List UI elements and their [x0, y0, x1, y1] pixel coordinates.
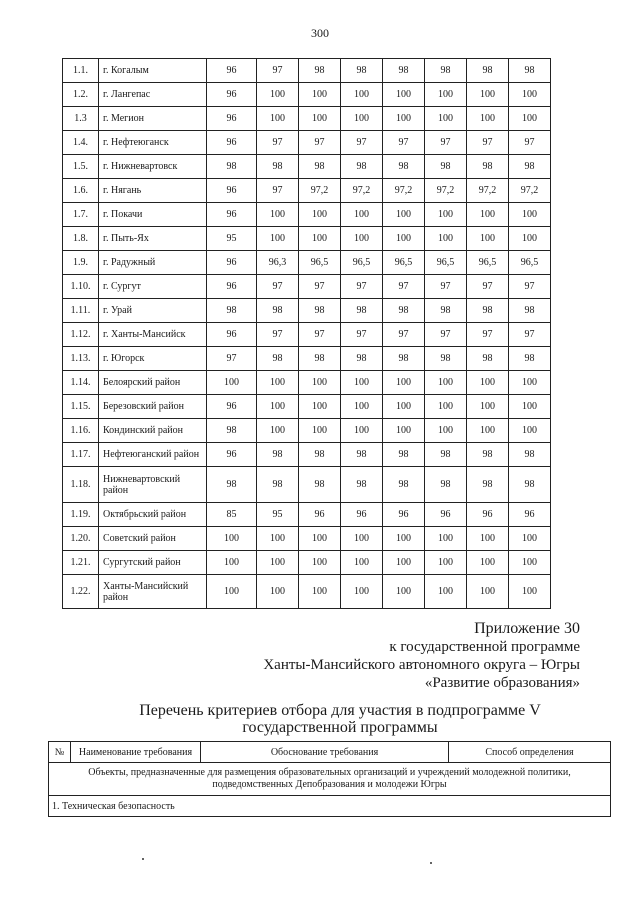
- row-value: 96: [207, 443, 257, 467]
- table-row: [63, 131, 593, 155]
- table-row: [63, 227, 593, 251]
- row-value: 100: [425, 527, 467, 551]
- row-value: 98: [257, 467, 299, 503]
- row-value: 96: [341, 503, 383, 527]
- row-number: 1.6.: [63, 179, 99, 203]
- row-value: 100: [383, 203, 425, 227]
- row-value: 98: [299, 347, 341, 371]
- row-name: Ханты-Мансийский район: [99, 575, 207, 609]
- row-number: 1.21.: [63, 551, 99, 575]
- row-value: 96: [207, 395, 257, 419]
- row-name: г. Урай: [99, 299, 207, 323]
- row-value: 100: [257, 575, 299, 609]
- row-value: 96: [207, 251, 257, 275]
- row-value: 100: [383, 371, 425, 395]
- row-number: 1.16.: [63, 419, 99, 443]
- row-value: 100: [425, 227, 467, 251]
- row-value: 100: [509, 371, 551, 395]
- row-value: 100: [509, 575, 551, 609]
- row-value: 100: [299, 527, 341, 551]
- row-value: 100: [383, 107, 425, 131]
- row-value: 100: [341, 371, 383, 395]
- row-value: 100: [467, 83, 509, 107]
- row-value: 97: [341, 131, 383, 155]
- row-value: 100: [257, 227, 299, 251]
- row-value: 96: [207, 83, 257, 107]
- row-value: 100: [299, 83, 341, 107]
- row-value: 100: [257, 371, 299, 395]
- row-value: 97: [467, 131, 509, 155]
- row-value: 100: [257, 527, 299, 551]
- row-value: 98: [425, 443, 467, 467]
- page-number: 300: [311, 26, 329, 40]
- row-value: 100: [383, 395, 425, 419]
- row-value: 100: [383, 575, 425, 609]
- row-value: 97,2: [341, 179, 383, 203]
- row-number: 1.15.: [63, 395, 99, 419]
- table-row: [63, 503, 593, 527]
- row-value: 96: [207, 203, 257, 227]
- row-number: 1.17.: [63, 443, 99, 467]
- row-value: 98: [299, 155, 341, 179]
- row-value: 100: [341, 107, 383, 131]
- row-value: 97: [257, 275, 299, 299]
- row-value: 100: [207, 527, 257, 551]
- row-value: 100: [341, 527, 383, 551]
- row-value: 100: [467, 371, 509, 395]
- row-value: 98: [207, 467, 257, 503]
- row-value: 100: [425, 419, 467, 443]
- row-value: 97: [509, 275, 551, 299]
- row-value: 97: [509, 323, 551, 347]
- row-value: 100: [257, 203, 299, 227]
- table-row: [63, 323, 593, 347]
- criteria-table: [48, 741, 611, 817]
- row-value: 97: [299, 323, 341, 347]
- row-value: 100: [509, 527, 551, 551]
- criteria-header-method: Способ определения: [449, 742, 611, 763]
- table-row: [63, 551, 593, 575]
- row-name: г. Лангепас: [99, 83, 207, 107]
- row-value: 100: [467, 419, 509, 443]
- row-name: г. Нижневартовск: [99, 155, 207, 179]
- row-value: 96,5: [467, 251, 509, 275]
- row-value: 96: [299, 503, 341, 527]
- row-value: 100: [509, 227, 551, 251]
- row-value: 98: [257, 299, 299, 323]
- row-value: 98: [467, 467, 509, 503]
- row-value: 95: [257, 503, 299, 527]
- row-value: 97: [299, 131, 341, 155]
- row-number: 1.22.: [63, 575, 99, 609]
- row-value: 100: [257, 419, 299, 443]
- row-value: 98: [341, 59, 383, 83]
- row-number: 1.4.: [63, 131, 99, 155]
- row-value: 98: [509, 347, 551, 371]
- row-number: 1.1.: [63, 59, 99, 83]
- table-row: [63, 419, 593, 443]
- criteria-header-number: №: [49, 742, 71, 763]
- row-number: 1.11.: [63, 299, 99, 323]
- row-name: г. Сургут: [99, 275, 207, 299]
- row-value: 98: [383, 467, 425, 503]
- row-value: 97: [341, 323, 383, 347]
- row-value: 100: [341, 203, 383, 227]
- row-value: 98: [341, 347, 383, 371]
- row-value: 98: [299, 59, 341, 83]
- row-value: 98: [383, 347, 425, 371]
- row-value: 96,3: [257, 251, 299, 275]
- row-name: Нефтеюганский район: [99, 443, 207, 467]
- row-name: г. Покачи: [99, 203, 207, 227]
- row-value: 100: [425, 575, 467, 609]
- row-value: 98: [425, 59, 467, 83]
- row-value: 97,2: [509, 179, 551, 203]
- row-number: 1.9.: [63, 251, 99, 275]
- criteria-header-name: Наименование требования: [71, 742, 201, 763]
- table-row: [63, 443, 593, 467]
- row-value: 98: [299, 443, 341, 467]
- row-value: 100: [467, 527, 509, 551]
- row-number: 1.20.: [63, 527, 99, 551]
- row-value: 97: [467, 323, 509, 347]
- row-value: 100: [509, 551, 551, 575]
- appendix-block: [263, 620, 580, 692]
- criteria-group-cell: Объекты, предназначенные для размещения образовательных организаций и учреждений молодежной политики, подведомственных Депобразования и молодежи Югры: [49, 763, 611, 796]
- scan-speck: [142, 858, 144, 860]
- row-number: 1.5.: [63, 155, 99, 179]
- row-value: 100: [341, 575, 383, 609]
- table-row: [63, 299, 593, 323]
- row-value: 100: [509, 203, 551, 227]
- row-value: 100: [299, 203, 341, 227]
- row-value: 96: [207, 179, 257, 203]
- row-value: 97,2: [467, 179, 509, 203]
- row-value: 98: [383, 299, 425, 323]
- row-value: 100: [299, 551, 341, 575]
- row-value: 98: [257, 155, 299, 179]
- row-name: г. Югорск: [99, 347, 207, 371]
- row-name: Сургутский район: [99, 551, 207, 575]
- row-value: 97: [383, 131, 425, 155]
- row-value: 97: [425, 275, 467, 299]
- table-row: [63, 83, 593, 107]
- row-value: 98: [425, 299, 467, 323]
- row-value: 98: [207, 299, 257, 323]
- row-value: 97,2: [425, 179, 467, 203]
- row-number: 1.10.: [63, 275, 99, 299]
- row-name: г. Пыть-Ях: [99, 227, 207, 251]
- row-value: 100: [383, 227, 425, 251]
- row-value: 100: [341, 395, 383, 419]
- appendix-line-3: «Развитие образования»: [424, 675, 580, 691]
- row-value: 96: [383, 503, 425, 527]
- row-value: 100: [257, 83, 299, 107]
- table-row: [63, 347, 593, 371]
- row-value: 100: [509, 395, 551, 419]
- row-value: 97: [299, 275, 341, 299]
- row-name: Кондинский район: [99, 419, 207, 443]
- row-number: 1.13.: [63, 347, 99, 371]
- row-value: 98: [257, 443, 299, 467]
- row-value: 100: [257, 107, 299, 131]
- row-value: 97: [257, 131, 299, 155]
- row-value: 96: [207, 323, 257, 347]
- row-value: 100: [299, 371, 341, 395]
- row-value: 98: [207, 419, 257, 443]
- row-value: 100: [257, 395, 299, 419]
- criteria-header-justification: Обоснование требования: [201, 742, 449, 763]
- row-value: 100: [341, 83, 383, 107]
- row-value: 96,5: [425, 251, 467, 275]
- row-value: 100: [467, 575, 509, 609]
- row-value: 98: [425, 347, 467, 371]
- row-value: 98: [383, 59, 425, 83]
- row-value: 100: [425, 395, 467, 419]
- row-value: 96,5: [383, 251, 425, 275]
- row-value: 100: [425, 371, 467, 395]
- row-value: 100: [299, 227, 341, 251]
- row-value: 98: [509, 299, 551, 323]
- table-row: [63, 107, 593, 131]
- criteria-header-row: [49, 742, 611, 763]
- row-value: 98: [383, 155, 425, 179]
- row-value: 100: [341, 551, 383, 575]
- row-value: 97: [257, 59, 299, 83]
- row-name: г. Мегион: [99, 107, 207, 131]
- row-value: 100: [467, 107, 509, 131]
- table-row: [63, 371, 593, 395]
- scan-speck: [430, 862, 432, 864]
- row-value: 96,5: [341, 251, 383, 275]
- row-name: Нижневартовский район: [99, 467, 207, 503]
- row-value: 95: [207, 227, 257, 251]
- row-value: 100: [467, 395, 509, 419]
- row-value: 100: [467, 203, 509, 227]
- table-row: [63, 59, 593, 83]
- row-value: 100: [425, 203, 467, 227]
- criteria-heading-line-1: Перечень критериев отбора для участия в подпрограмме V: [139, 702, 541, 719]
- indicator-table: [62, 58, 593, 609]
- row-value: 97: [341, 275, 383, 299]
- criteria-section-row: [49, 796, 611, 817]
- row-value: 100: [509, 83, 551, 107]
- row-name: г. Нефтеюганск: [99, 131, 207, 155]
- row-value: 98: [509, 443, 551, 467]
- criteria-heading: [60, 702, 620, 736]
- criteria-group-row: [49, 763, 611, 796]
- row-number: 1.2.: [63, 83, 99, 107]
- row-value: 100: [299, 395, 341, 419]
- row-value: 96,5: [509, 251, 551, 275]
- row-value: 98: [467, 299, 509, 323]
- row-value: 98: [299, 299, 341, 323]
- table-row: [63, 395, 593, 419]
- row-value: 96: [467, 503, 509, 527]
- table-row: [63, 179, 593, 203]
- row-name: г. Ханты-Мансийск: [99, 323, 207, 347]
- table-row: [63, 527, 593, 551]
- row-value: 98: [341, 467, 383, 503]
- row-value: 97: [383, 323, 425, 347]
- appendix-line-2: Ханты-Мансийского автономного округа – Югры: [263, 657, 580, 673]
- row-value: 98: [467, 155, 509, 179]
- table-row: [63, 575, 593, 609]
- row-value: 98: [467, 347, 509, 371]
- row-value: 96: [207, 131, 257, 155]
- row-value: 97: [257, 323, 299, 347]
- row-value: 100: [425, 83, 467, 107]
- row-name: Советский район: [99, 527, 207, 551]
- table-row: [63, 203, 593, 227]
- table-row: [63, 155, 593, 179]
- row-value: 100: [341, 227, 383, 251]
- row-value: 100: [257, 551, 299, 575]
- row-name: Белоярский район: [99, 371, 207, 395]
- row-value: 97: [383, 275, 425, 299]
- criteria-section-cell: 1. Техническая безопасность: [49, 796, 611, 817]
- row-value: 97: [425, 323, 467, 347]
- row-value: 98: [257, 347, 299, 371]
- row-value: 98: [207, 155, 257, 179]
- row-value: 98: [341, 155, 383, 179]
- row-value: 100: [383, 527, 425, 551]
- table-row: [63, 467, 593, 503]
- row-value: 100: [509, 419, 551, 443]
- row-value: 100: [299, 575, 341, 609]
- row-value: 98: [467, 443, 509, 467]
- row-value: 98: [383, 443, 425, 467]
- row-value: 100: [425, 551, 467, 575]
- row-value: 96: [207, 275, 257, 299]
- table-row: [63, 275, 593, 299]
- row-value: 100: [425, 107, 467, 131]
- row-name: г. Нягань: [99, 179, 207, 203]
- row-value: 98: [299, 467, 341, 503]
- row-number: 1.3: [63, 107, 99, 131]
- row-value: 100: [383, 551, 425, 575]
- row-value: 97: [425, 131, 467, 155]
- row-value: 100: [383, 83, 425, 107]
- criteria-heading-line-2: государственной программы: [242, 719, 438, 736]
- row-value: 100: [207, 371, 257, 395]
- row-value: 100: [341, 419, 383, 443]
- table-row: [63, 251, 593, 275]
- row-value: 100: [383, 419, 425, 443]
- row-number: 1.19.: [63, 503, 99, 527]
- row-number: 1.7.: [63, 203, 99, 227]
- row-value: 98: [467, 59, 509, 83]
- row-value: 100: [299, 419, 341, 443]
- row-value: 96: [425, 503, 467, 527]
- row-number: 1.14.: [63, 371, 99, 395]
- row-value: 100: [299, 107, 341, 131]
- row-value: 98: [425, 467, 467, 503]
- appendix-line-1: к государственной программе: [389, 639, 580, 655]
- row-value: 97: [207, 347, 257, 371]
- row-number: 1.18.: [63, 467, 99, 503]
- row-name: г. Когалым: [99, 59, 207, 83]
- row-value: 98: [341, 299, 383, 323]
- row-value: 96: [207, 59, 257, 83]
- row-name: Октябрьский район: [99, 503, 207, 527]
- row-value: 96: [509, 503, 551, 527]
- row-value: 97,2: [383, 179, 425, 203]
- row-name: Березовский район: [99, 395, 207, 419]
- row-value: 100: [467, 227, 509, 251]
- row-number: 1.12.: [63, 323, 99, 347]
- row-value: 97: [509, 131, 551, 155]
- row-value: 85: [207, 503, 257, 527]
- row-value: 98: [425, 155, 467, 179]
- row-value: 98: [509, 59, 551, 83]
- row-value: 100: [207, 551, 257, 575]
- row-number: 1.8.: [63, 227, 99, 251]
- row-value: 97: [467, 275, 509, 299]
- row-value: 100: [509, 107, 551, 131]
- row-value: 98: [509, 155, 551, 179]
- row-value: 96,5: [299, 251, 341, 275]
- row-value: 97,2: [299, 179, 341, 203]
- row-value: 100: [467, 551, 509, 575]
- row-value: 98: [509, 467, 551, 503]
- row-value: 98: [341, 443, 383, 467]
- appendix-title: Приложение 30: [474, 620, 580, 637]
- row-value: 96: [207, 107, 257, 131]
- row-value: 97: [257, 179, 299, 203]
- row-name: г. Радужный: [99, 251, 207, 275]
- row-value: 100: [207, 575, 257, 609]
